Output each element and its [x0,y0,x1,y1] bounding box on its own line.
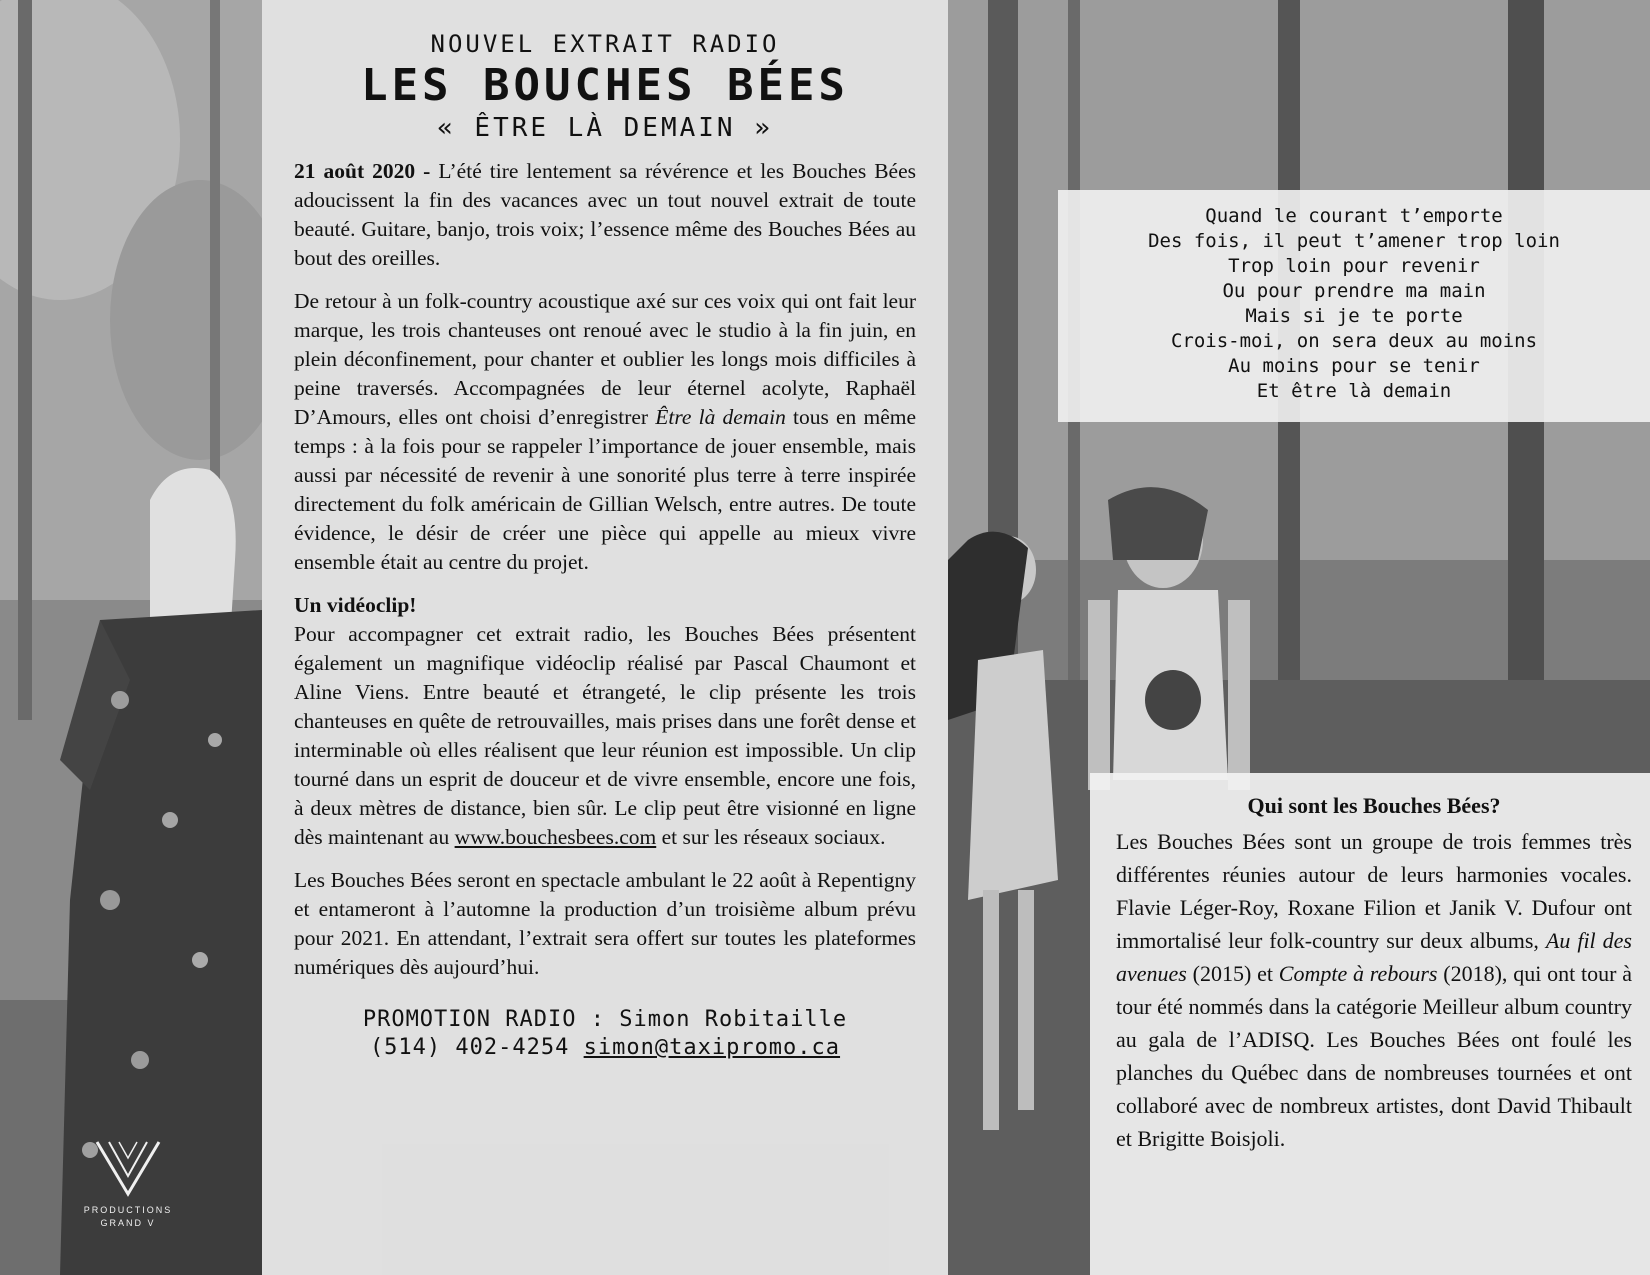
contact-email-link[interactable]: simon@taxipromo.ca [583,1035,841,1060]
press-release-panel [262,0,948,1275]
studio-paragraph: De retour à un folk-country acoustique axé sur ces voix qui ont fait leur marque, les trois chanteuses ont renoué avec le studio à la fin juin, en plein déconfinement, pour chanter et oublier les longs mois difficiles à peine traversés. Accompagnées de leur éternel acolyte, Raphaël D’Amours, elles ont choisi d’enregistrer Être là demain tous en même temps : à la fois pour se rappeler l’importance de jouer ensemble, mais aussi par nécessité de revenir à une sonorité plus terre à terre inspirée directement du folk américain de Gillian Welsch, entre autres. De toute évidence, le désir de créer une pièce qui appelle au mieux vivre ensemble était au centre du projet. [294,289,916,574]
productions-grand-v-logo [78,1138,178,1229]
song-title-inline: Être là demain [655,405,786,429]
about-box [1090,773,1650,1275]
release-date: 21 août 2020 - [294,159,431,183]
tour-paragraph: Les Bouches Bées seront en spectacle ambulant le 22 août à Repentigny et entameront à l’automne la production d’un troisième album prévu pour 2021. En attendant, l’extrait sera offert sur toutes les plateformes numériques dès aujourd’hui. [294,868,916,979]
page-title: LES BOUCHES BÉES [361,60,849,111]
left-photo [0,0,262,1275]
lyrics-box [1058,190,1650,422]
song-subtitle: « ÊTRE LÀ DEMAIN » [437,113,773,143]
album-title: Compte à rebours [1278,961,1438,986]
lyric-line: Mais si je te porte [1245,305,1463,327]
website-link[interactable]: www.bouchesbees.com [454,825,657,849]
lyric-line: Au moins pour se tenir [1228,355,1480,377]
logo-line-2: GRAND V [100,1218,156,1228]
contact-name: PROMOTION RADIO : Simon Robitaille [362,1007,848,1032]
contact-block [294,1006,916,1062]
logo-line-1: PRODUCTIONS [83,1205,173,1215]
lyric-line: Des fois, il peut t’amener trop loin [1148,230,1560,252]
contact-line [294,1034,916,1062]
grand-v-icon [93,1138,163,1198]
intro-paragraph: 21 août 2020 - L’été tire lentement sa révérence et les Bouches Bées adoucissent la fin des vacances avec un tout nouvel extrait de toute beauté. Guitare, banjo, trois voix; l’essence même des Bouches Bées au bout des oreilles. [294,159,916,270]
lyric-line: Trop loin pour revenir [1228,255,1480,277]
lyric-line: Et être là demain [1256,380,1452,402]
lyric-line: Quand le courant t’emporte [1205,205,1503,227]
about-heading: Qui sont les Bouches Bées? [1247,793,1501,818]
kicker: NOUVEL EXTRAIT RADIO [430,30,780,58]
video-paragraph: Pour accompagner cet extrait radio, les Bouches Bées présentent également un magnifique vidéoclip réalisé par Pascal Chaumont et Aline Viens. Entre beauté et étrangeté, le clip présente les trois chanteuses en quête de retrouvailles, mais prises dans une forêt dense et interminable où elles réalisent que leur réunion est impossible. Un clip tourné dans un esprit de douceur et de vivre ensemble, encore une fois, à deux mètres de distance, bien sûr. Le clip peut être visionné en ligne dès maintenant au www.bouchesbees.com et sur les réseaux sociaux. [294,622,916,849]
lyric-line: Ou pour prendre ma main [1222,280,1486,302]
video-heading: Un vidéoclip! [294,593,417,617]
lyric-line: Crois-moi, on sera deux au moins [1170,330,1538,352]
album-title: Au fil des avenues [1116,928,1632,986]
about-paragraph: Les Bouches Bées sont un groupe de trois femmes très différentes réunies autour de leurs harmonies vocales. Flavie Léger-Roy, Roxane Filion et Janik V. Dufour ont immortalisé leur folk-country sur deux albums, Au fil des avenues (2015) et Compte à rebours (2018), qui ont tour à tour été nommés dans la catégorie Meilleur album country au gala de l’ADISQ. Les Bouches Bées ont foulé les planches du Québec dans de nombreuses tournées et ont collaboré avec de nombreux artistes, dont David Thibault et Brigitte Boisjoli. [1116,829,1633,1151]
contact-phone: (514) 402-4254 [369,1035,584,1060]
